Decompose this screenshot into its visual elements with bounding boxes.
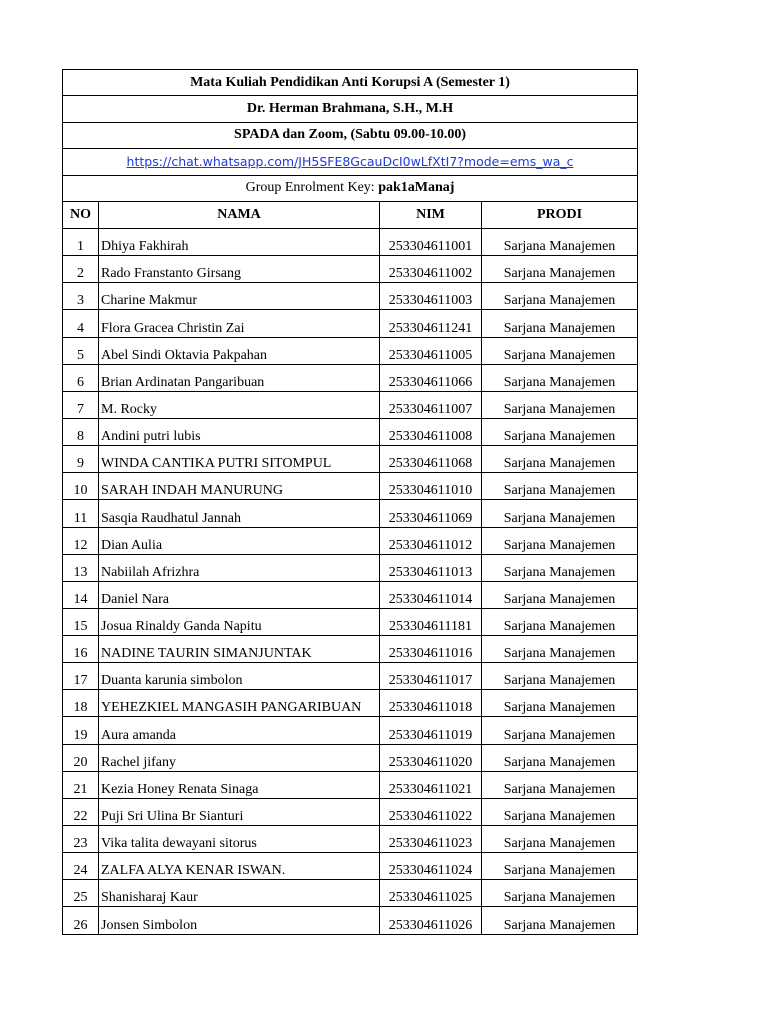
cell-nim: 253304611001 xyxy=(380,228,482,255)
column-header-prodi: PRODI xyxy=(482,201,638,228)
table-row xyxy=(63,717,638,744)
table-row xyxy=(63,798,638,825)
cell-no: 26 xyxy=(63,907,99,934)
cell-nama: Shanisharaj Kaur xyxy=(99,880,380,907)
cell-prodi: Sarjana Manajemen xyxy=(482,608,638,635)
cell-nim: 253304611019 xyxy=(380,717,482,744)
column-header-nama: NAMA xyxy=(99,201,380,228)
cell-prodi: Sarjana Manajemen xyxy=(482,473,638,500)
cell-prodi: Sarjana Manajemen xyxy=(482,446,638,473)
column-header-nim: NIM xyxy=(380,201,482,228)
cell-nim: 253304611241 xyxy=(380,310,482,337)
cell-nama: Sasqia Raudhatul Jannah xyxy=(99,500,380,527)
cell-nama: Kezia Honey Renata Sinaga xyxy=(99,771,380,798)
cell-nim: 253304611069 xyxy=(380,500,482,527)
table-row xyxy=(63,690,638,717)
table-row xyxy=(63,663,638,690)
cell-nama: Daniel Nara xyxy=(99,581,380,608)
cell-nama: Josua Rinaldy Ganda Napitu xyxy=(99,608,380,635)
cell-prodi: Sarjana Manajemen xyxy=(482,364,638,391)
cell-no: 17 xyxy=(63,663,99,690)
course-title-row xyxy=(63,70,638,96)
cell-no: 25 xyxy=(63,880,99,907)
cell-prodi: Sarjana Manajemen xyxy=(482,228,638,255)
cell-nim: 253304611013 xyxy=(380,554,482,581)
cell-no: 14 xyxy=(63,581,99,608)
cell-no: 15 xyxy=(63,608,99,635)
cell-nama: Duanta karunia simbolon xyxy=(99,663,380,690)
cell-no: 7 xyxy=(63,391,99,418)
cell-nim: 253304611002 xyxy=(380,256,482,283)
cell-nim: 253304611017 xyxy=(380,663,482,690)
student-rows xyxy=(63,228,638,934)
cell-no: 13 xyxy=(63,554,99,581)
table-row xyxy=(63,636,638,663)
cell-nama: Flora Gracea Christin Zai xyxy=(99,310,380,337)
cell-no: 19 xyxy=(63,717,99,744)
cell-no: 8 xyxy=(63,418,99,445)
cell-prodi: Sarjana Manajemen xyxy=(482,663,638,690)
cell-prodi: Sarjana Manajemen xyxy=(482,337,638,364)
cell-nama: Dhiya Fakhirah xyxy=(99,228,380,255)
cell-nama: Jonsen Simbolon xyxy=(99,907,380,934)
table-row xyxy=(63,473,638,500)
cell-nama: M. Rocky xyxy=(99,391,380,418)
table-row xyxy=(63,391,638,418)
cell-no: 5 xyxy=(63,337,99,364)
cell-nama: WINDA CANTIKA PUTRI SITOMPUL xyxy=(99,446,380,473)
table-row xyxy=(63,771,638,798)
cell-prodi: Sarjana Manajemen xyxy=(482,826,638,853)
cell-nama: Vika talita dewayani sitorus xyxy=(99,826,380,853)
column-header-row xyxy=(63,201,638,228)
cell-nim: 253304611008 xyxy=(380,418,482,445)
table-row xyxy=(63,337,638,364)
cell-prodi: Sarjana Manajemen xyxy=(482,310,638,337)
cell-nim: 253304611066 xyxy=(380,364,482,391)
cell-no: 20 xyxy=(63,744,99,771)
cell-prodi: Sarjana Manajemen xyxy=(482,636,638,663)
cell-prodi: Sarjana Manajemen xyxy=(482,256,638,283)
cell-prodi: Sarjana Manajemen xyxy=(482,500,638,527)
cell-no: 1 xyxy=(63,228,99,255)
cell-prodi: Sarjana Manajemen xyxy=(482,798,638,825)
cell-no: 9 xyxy=(63,446,99,473)
cell-nama: YEHEZKIEL MANGASIH PANGARIBUAN xyxy=(99,690,380,717)
table-row xyxy=(63,283,638,310)
cell-no: 16 xyxy=(63,636,99,663)
cell-prodi: Sarjana Manajemen xyxy=(482,690,638,717)
cell-nama: ZALFA ALYA KENAR ISWAN. xyxy=(99,853,380,880)
table-row xyxy=(63,554,638,581)
cell-prodi: Sarjana Manajemen xyxy=(482,717,638,744)
cell-no: 3 xyxy=(63,283,99,310)
cell-nim: 253304611181 xyxy=(380,608,482,635)
cell-nim: 253304611012 xyxy=(380,527,482,554)
lecturer-row xyxy=(63,96,638,122)
cell-nama: Puji Sri Ulina Br Sianturi xyxy=(99,798,380,825)
schedule-info: SPADA dan Zoom, (Sabtu 09.00-10.00) xyxy=(63,122,638,148)
table-row xyxy=(63,581,638,608)
table-row xyxy=(63,310,638,337)
cell-no: 23 xyxy=(63,826,99,853)
cell-prodi: Sarjana Manajemen xyxy=(482,391,638,418)
cell-prodi: Sarjana Manajemen xyxy=(482,880,638,907)
cell-prodi: Sarjana Manajemen xyxy=(482,907,638,934)
cell-prodi: Sarjana Manajemen xyxy=(482,418,638,445)
cell-nim: 253304611023 xyxy=(380,826,482,853)
table-row xyxy=(63,500,638,527)
cell-nama: Charine Makmur xyxy=(99,283,380,310)
table-row xyxy=(63,364,638,391)
cell-nama: Abel Sindi Oktavia Pakpahan xyxy=(99,337,380,364)
cell-no: 12 xyxy=(63,527,99,554)
cell-nim: 253304611024 xyxy=(380,853,482,880)
enrolment-key-label: Group Enrolment Key: xyxy=(245,180,379,196)
cell-nim: 253304611026 xyxy=(380,907,482,934)
enrolment-key-value: pak1aManaj xyxy=(378,180,455,196)
cell-nama: Aura amanda xyxy=(99,717,380,744)
cell-nama: Andini putri lubis xyxy=(99,418,380,445)
cell-nama: Nabiilah Afrizhra xyxy=(99,554,380,581)
cell-no: 4 xyxy=(63,310,99,337)
cell-nim: 253304611014 xyxy=(380,581,482,608)
cell-nim: 253304611020 xyxy=(380,744,482,771)
cell-nim: 253304611068 xyxy=(380,446,482,473)
table-row xyxy=(63,853,638,880)
cell-prodi: Sarjana Manajemen xyxy=(482,771,638,798)
table-row xyxy=(63,256,638,283)
cell-nim: 253304611010 xyxy=(380,473,482,500)
cell-nim: 253304611003 xyxy=(380,283,482,310)
cell-nama: NADINE TAURIN SIMANJUNTAK xyxy=(99,636,380,663)
cell-nama: SARAH INDAH MANURUNG xyxy=(99,473,380,500)
cell-prodi: Sarjana Manajemen xyxy=(482,744,638,771)
cell-no: 24 xyxy=(63,853,99,880)
table-row xyxy=(63,527,638,554)
lecturer-name: Dr. Herman Brahmana, S.H., M.H xyxy=(63,96,638,122)
cell-nim: 253304611007 xyxy=(380,391,482,418)
course-title: Mata Kuliah Pendidikan Anti Korupsi A (Semester 1) xyxy=(63,70,638,96)
cell-prodi: Sarjana Manajemen xyxy=(482,527,638,554)
cell-nama: Rachel jifany xyxy=(99,744,380,771)
enrolment-key-row xyxy=(63,175,638,201)
table-row xyxy=(63,446,638,473)
whatsapp-group-link[interactable]: https://chat.whatsapp.com/JH5SFE8GcauDcI0wLfXtI7?mode=ems_wa_c xyxy=(126,154,574,170)
cell-prodi: Sarjana Manajemen xyxy=(482,581,638,608)
schedule-row xyxy=(63,122,638,148)
table-row xyxy=(63,608,638,635)
cell-prodi: Sarjana Manajemen xyxy=(482,283,638,310)
cell-nama: Rado Franstanto Girsang xyxy=(99,256,380,283)
table-row xyxy=(63,880,638,907)
cell-nim: 253304611005 xyxy=(380,337,482,364)
cell-no: 18 xyxy=(63,690,99,717)
cell-nama: Brian Ardinatan Pangaribuan xyxy=(99,364,380,391)
table-row xyxy=(63,907,638,934)
whatsapp-link-row xyxy=(63,149,638,175)
table-row xyxy=(63,228,638,255)
cell-prodi: Sarjana Manajemen xyxy=(482,853,638,880)
cell-no: 2 xyxy=(63,256,99,283)
student-list-table xyxy=(62,69,638,935)
cell-no: 22 xyxy=(63,798,99,825)
cell-prodi: Sarjana Manajemen xyxy=(482,554,638,581)
cell-nim: 253304611021 xyxy=(380,771,482,798)
cell-nim: 253304611022 xyxy=(380,798,482,825)
cell-no: 11 xyxy=(63,500,99,527)
table-row xyxy=(63,826,638,853)
cell-nama: Dian Aulia xyxy=(99,527,380,554)
cell-nim: 253304611025 xyxy=(380,880,482,907)
cell-no: 10 xyxy=(63,473,99,500)
cell-no: 21 xyxy=(63,771,99,798)
table-row xyxy=(63,418,638,445)
cell-no: 6 xyxy=(63,364,99,391)
table-row xyxy=(63,744,638,771)
column-header-no: NO xyxy=(63,201,99,228)
cell-nim: 253304611018 xyxy=(380,690,482,717)
cell-nim: 253304611016 xyxy=(380,636,482,663)
